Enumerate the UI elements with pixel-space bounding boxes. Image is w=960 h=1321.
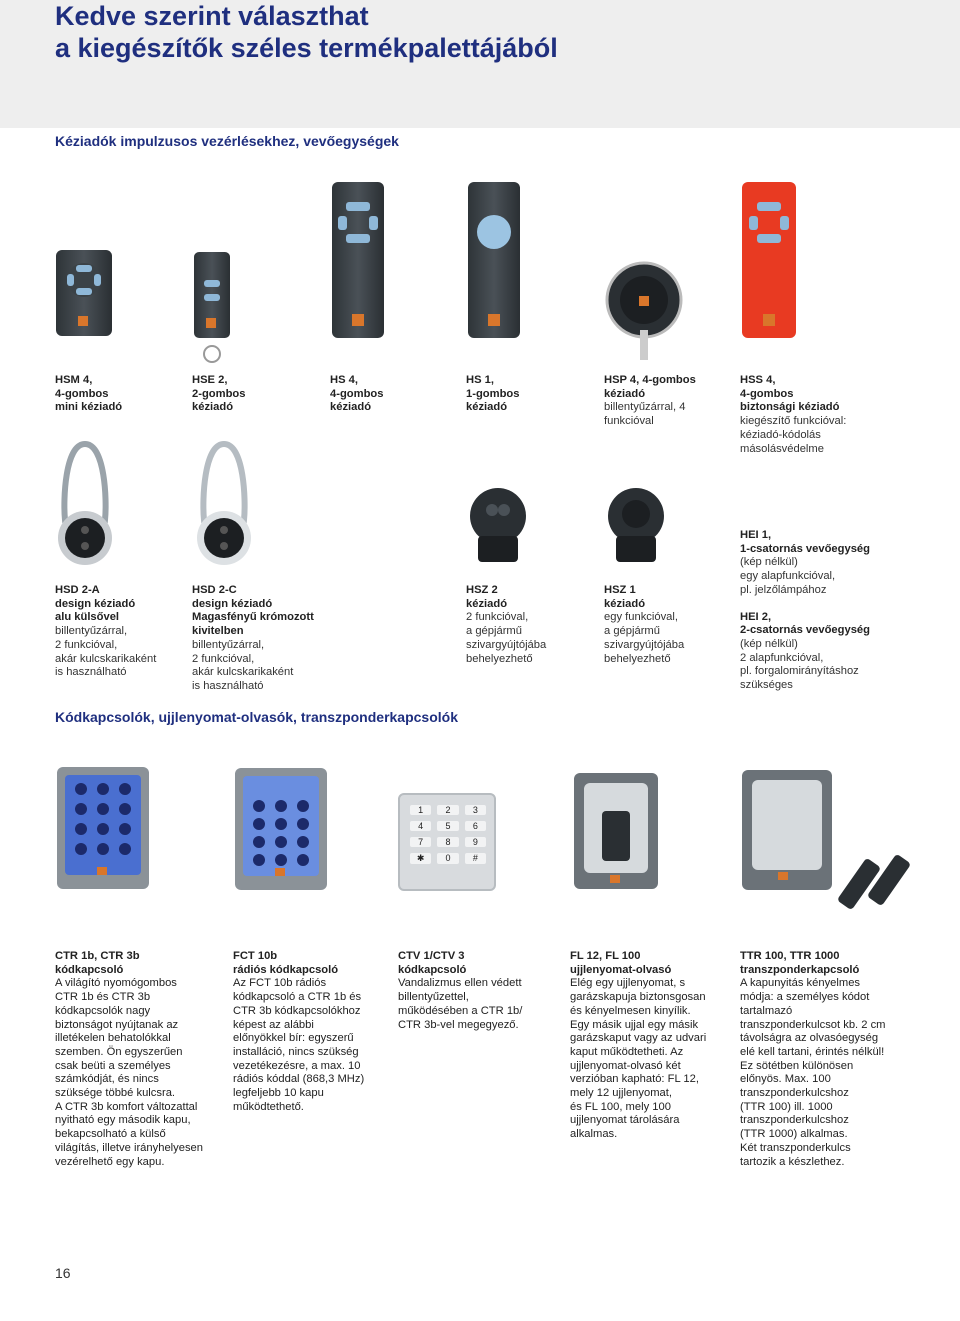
hsm4-remote-image (54, 248, 114, 338)
caption-hsp4 (604, 374, 696, 429)
caption-line: kéziadó (192, 401, 234, 414)
caption-line: 1-gombos (466, 387, 520, 400)
desc-line: garázskapuja biztonsgosan (570, 991, 706, 1004)
desc-line: verzióban kapható: FL 12, (570, 1073, 699, 1086)
caption-line: 2-csatornás vevőegység (740, 624, 870, 637)
keypad-key: 4 (410, 821, 431, 831)
caption-line: 2 funkcióval, (192, 652, 255, 665)
desc-line: illetékelen behatolókkal (55, 1032, 171, 1045)
desc-line: mely 12 ujjlenyomat, (570, 1087, 672, 1100)
caption-line: Magasfényű krómozott (192, 611, 314, 624)
desc-fl (570, 950, 745, 1142)
title-line-1: Kedve szerint választhat (55, 1, 369, 31)
desc-line: transzponderkulcsot kb. 2 cm (740, 1018, 886, 1031)
caption-line: egy funkcióval, (604, 611, 679, 624)
desc-line: vezérelhető egy kapu. (55, 1155, 165, 1168)
caption-line: (kép nélkül) (740, 637, 798, 650)
caption-line: kéziadó-kódolás (740, 428, 821, 441)
caption-line: kéziadó (466, 401, 508, 414)
desc-line: rádiós kóddal (868,3 MHz) (233, 1073, 365, 1086)
caption-line: HS 4, (330, 374, 358, 386)
section-heading-remotes: Kéziadók impulzusos vezérlésekhez, vevőegységek (55, 133, 399, 149)
caption-line: behelyezhető (604, 652, 671, 665)
caption-line: HSZ 1 (604, 584, 636, 596)
desc-line: installáció, nincs szükség (233, 1045, 359, 1058)
caption-line: szivargyújtójába (604, 638, 685, 651)
caption-line: 4-gombos (55, 387, 109, 400)
fl-fingerprint-reader-image (572, 771, 660, 891)
desc-line: előnyökkel bír: egyszerű (233, 1032, 354, 1045)
hse2-remote-image (192, 250, 232, 366)
caption-line: akár kulcskarikaként (192, 666, 294, 679)
desc-line: csak beüti a személyes (55, 1059, 171, 1072)
title-line-2: a kiegészítők széles termékpalettájából (55, 33, 558, 63)
desc-line: nyitható egy második kapu, (55, 1114, 191, 1127)
caption-line: kéziadó (466, 597, 508, 610)
caption-line: billentyűzárral, 4 (604, 401, 686, 414)
desc-line: bekapcsolható a külső (55, 1128, 166, 1141)
desc-line: elé kell tartani, érintés nélkül! (740, 1045, 885, 1058)
caption-line: a gépjármű (604, 625, 660, 638)
caption-line: HSE 2, (192, 374, 228, 386)
caption-hs4 (330, 374, 383, 415)
desc-line: előnyös. Max. 100 (740, 1073, 831, 1086)
desc-line: billentyűzettel, (398, 991, 469, 1004)
desc-line: biztonságot nyújtanak az (55, 1018, 179, 1031)
caption-line: egy alapfunkcióval, (740, 570, 836, 583)
caption-line: szivargyújtójába (466, 638, 547, 651)
caption-line: kéziadó (330, 401, 372, 414)
desc-line: ujjlenyomat-olvasó két (570, 1059, 681, 1072)
desc-line: működésében a CTR 1b/ (398, 1004, 523, 1017)
desc-line: Elég egy ujjlenyomat, s (570, 977, 686, 990)
caption-line: kiegészítő funkcióval: (740, 415, 847, 428)
caption-line: HSD 2-C (192, 584, 237, 596)
desc-line: tartalmazó (740, 1004, 793, 1017)
keypad-key: 8 (437, 837, 458, 847)
desc-line: képest az alábbi (233, 1018, 314, 1031)
caption-line: kéziadó (604, 387, 646, 400)
caption-line: 1-csatornás vevőegység (740, 542, 870, 555)
desc-line: vezetékezésre, a max. 10 (233, 1059, 361, 1072)
desc-ttr (740, 950, 915, 1169)
page-title (55, 0, 558, 64)
desc-line: A CTR 3b komfort változattal (55, 1100, 198, 1113)
caption-hsz1 (604, 584, 684, 666)
desc-line: szemben. Ön egyszerűen (55, 1045, 183, 1058)
caption-hsz2 (466, 584, 546, 666)
desc-line: garázskaput vagy az udvari (570, 1032, 707, 1045)
caption-hse2 (192, 374, 245, 415)
caption-line: akár kulcskarikaként (55, 652, 157, 665)
caption-line: HSD 2-A (55, 584, 100, 596)
caption-hei-receivers (740, 529, 870, 693)
hsp4-remote-image (604, 260, 684, 370)
caption-line: is használható (55, 666, 127, 679)
caption-line: 4-gombos (740, 387, 794, 400)
keypad-key: 6 (465, 821, 486, 831)
caption-hsd2a (55, 584, 156, 680)
desc-line: kódkapcsoló (398, 963, 467, 976)
caption-line: 4-gombos (330, 387, 384, 400)
keypad-key: # (465, 853, 486, 864)
desc-line: legfeljebb 10 kapu (233, 1087, 324, 1100)
keypad-key: 2 (437, 805, 458, 815)
keypad-key: 3 (465, 805, 486, 815)
desc-line: FL 12, FL 100 (570, 950, 641, 962)
caption-line: másolásvédelme (740, 442, 824, 455)
desc-line: távolságra az olvasóegység (740, 1032, 879, 1045)
caption-line: 2 funkcióval, (55, 638, 118, 651)
desc-line: A világító nyomógombos (55, 977, 177, 990)
desc-line: kódkapcsoló a CTR 1b és (233, 991, 362, 1004)
caption-hsd2c (192, 584, 314, 694)
hsd2a-remote-image (55, 440, 115, 570)
caption-line: HSS 4, (740, 374, 776, 386)
desc-line: Egy másik ujjal egy másik (570, 1018, 699, 1031)
desc-line: transzponderkulcshoz (740, 1087, 849, 1100)
desc-line: rádiós kódkapcsoló (233, 963, 339, 976)
desc-line: Az FCT 10b rádiós (233, 977, 327, 990)
desc-line: CTV 1/CTV 3 (398, 950, 465, 962)
desc-fct (233, 950, 408, 1114)
caption-line: HSP 4, 4-gombos (604, 374, 696, 386)
desc-line: módja: a személyes kódot (740, 991, 870, 1004)
caption-line: HSM 4, (55, 374, 93, 386)
desc-line: CTR 1b és CTR 3b (55, 991, 151, 1004)
desc-line: alkalmas. (570, 1128, 618, 1141)
hsz2-remote-image (466, 486, 530, 566)
desc-line: transzponderkapcsoló (740, 963, 860, 976)
caption-hsm4 (55, 374, 122, 415)
desc-line: világítás, illetve irányhelyesen (55, 1141, 203, 1154)
caption-line: pl. forgalomirányításhoz (740, 665, 859, 678)
caption-line: design kéziadó (192, 597, 273, 610)
ctv-keypad-image (398, 793, 496, 891)
desc-line: A kapunyitás kényelmes (740, 977, 861, 990)
caption-line: pl. jelzőlámpához (740, 583, 827, 596)
desc-line: tartozik a készlethez. (740, 1155, 845, 1168)
caption-line: mini kéziadó (55, 401, 123, 414)
desc-line: ujjlenyomat tárolására (570, 1114, 680, 1127)
caption-line: funkcióval (604, 415, 654, 428)
caption-hss4 (740, 374, 846, 456)
caption-line: design kéziadó (55, 597, 136, 610)
caption-line: kivitelben (192, 625, 244, 638)
desc-line: CTR 3b kódkapcsolókhoz (233, 1004, 361, 1017)
caption-line: (kép nélkül) (740, 556, 798, 569)
hs4-remote-image (330, 180, 386, 340)
keypad-key: 0 (437, 853, 458, 864)
caption-line: HEI 1, (740, 529, 772, 541)
section-heading-keypads: Kódkapcsolók, ujjlenyomat-olvasók, transzponderkapcsolók (55, 709, 458, 725)
hsd2c-remote-image (194, 440, 254, 570)
desc-line: kaput működtetheti. Az (570, 1045, 684, 1058)
caption-hs1 (466, 374, 519, 415)
desc-line: transzponderkulcshoz (740, 1114, 849, 1127)
desc-line: kódkapcsolók nagy (55, 1004, 151, 1017)
ctr-keypad-image (55, 765, 151, 891)
caption-line: is használható (192, 679, 264, 692)
desc-line: szüksége többé kulcsra. (55, 1087, 176, 1100)
caption-line: HEI 2, (740, 610, 772, 623)
keypad-key: ✱ (410, 853, 431, 864)
desc-line: működtethető. (233, 1100, 304, 1113)
desc-line: CTR 1b, CTR 3b (55, 950, 140, 962)
desc-line: Ez sötétben különösen (740, 1059, 854, 1072)
keypad-key: 7 (410, 837, 431, 847)
fct-keypad-image (233, 766, 329, 892)
caption-line: 2-gombos (192, 387, 246, 400)
desc-line: Két transzponderkulcs (740, 1141, 851, 1154)
desc-line: ujjlenyomat-olvasó (570, 963, 672, 976)
desc-line: TTR 100, TTR 1000 (740, 950, 840, 962)
hs1-remote-image (466, 180, 522, 340)
caption-line: a gépjármű (466, 625, 522, 638)
desc-line: (TTR 100) ill. 1000 (740, 1100, 833, 1113)
desc-line: és kényelmesen kinyílik. (570, 1004, 691, 1017)
desc-line: (TTR 1000) alkalmas. (740, 1128, 848, 1141)
caption-line: 2 funkcióval, (466, 611, 529, 624)
caption-line: alu külsővel (55, 611, 120, 624)
page-number: 16 (55, 1265, 71, 1281)
caption-line: szükséges (740, 679, 793, 692)
desc-line: Vandalizmus ellen védett (398, 977, 522, 990)
hsz1-remote-image (604, 486, 668, 566)
desc-line: és FL 100, mely 100 (570, 1100, 671, 1113)
keypad-key: 1 (410, 805, 431, 815)
caption-line: biztonsági kéziadó (740, 401, 840, 414)
desc-line: CTR 3b-vel megegyező. (398, 1018, 519, 1031)
caption-line: kéziadó (604, 597, 646, 610)
desc-line: FCT 10b (233, 950, 278, 962)
caption-line: 2 alapfunkcióval, (740, 651, 824, 664)
caption-line: behelyezhető (466, 652, 533, 665)
caption-line: HSZ 2 (466, 584, 498, 596)
keypad-key: 5 (437, 821, 458, 831)
desc-line: kódkapcsoló (55, 963, 124, 976)
caption-spacer (740, 598, 870, 611)
caption-line: billentyűzárral, (55, 625, 128, 638)
desc-ctv (398, 950, 573, 1032)
keypad-key: 9 (465, 837, 486, 847)
caption-line: billentyűzárral, (192, 638, 265, 651)
desc-line: számkódját, és nincs (55, 1073, 159, 1086)
caption-line: HS 1, (466, 374, 494, 386)
hss4-remote-image (740, 180, 798, 340)
ttr-transponder-image (740, 768, 920, 918)
desc-ctr (55, 950, 230, 1169)
